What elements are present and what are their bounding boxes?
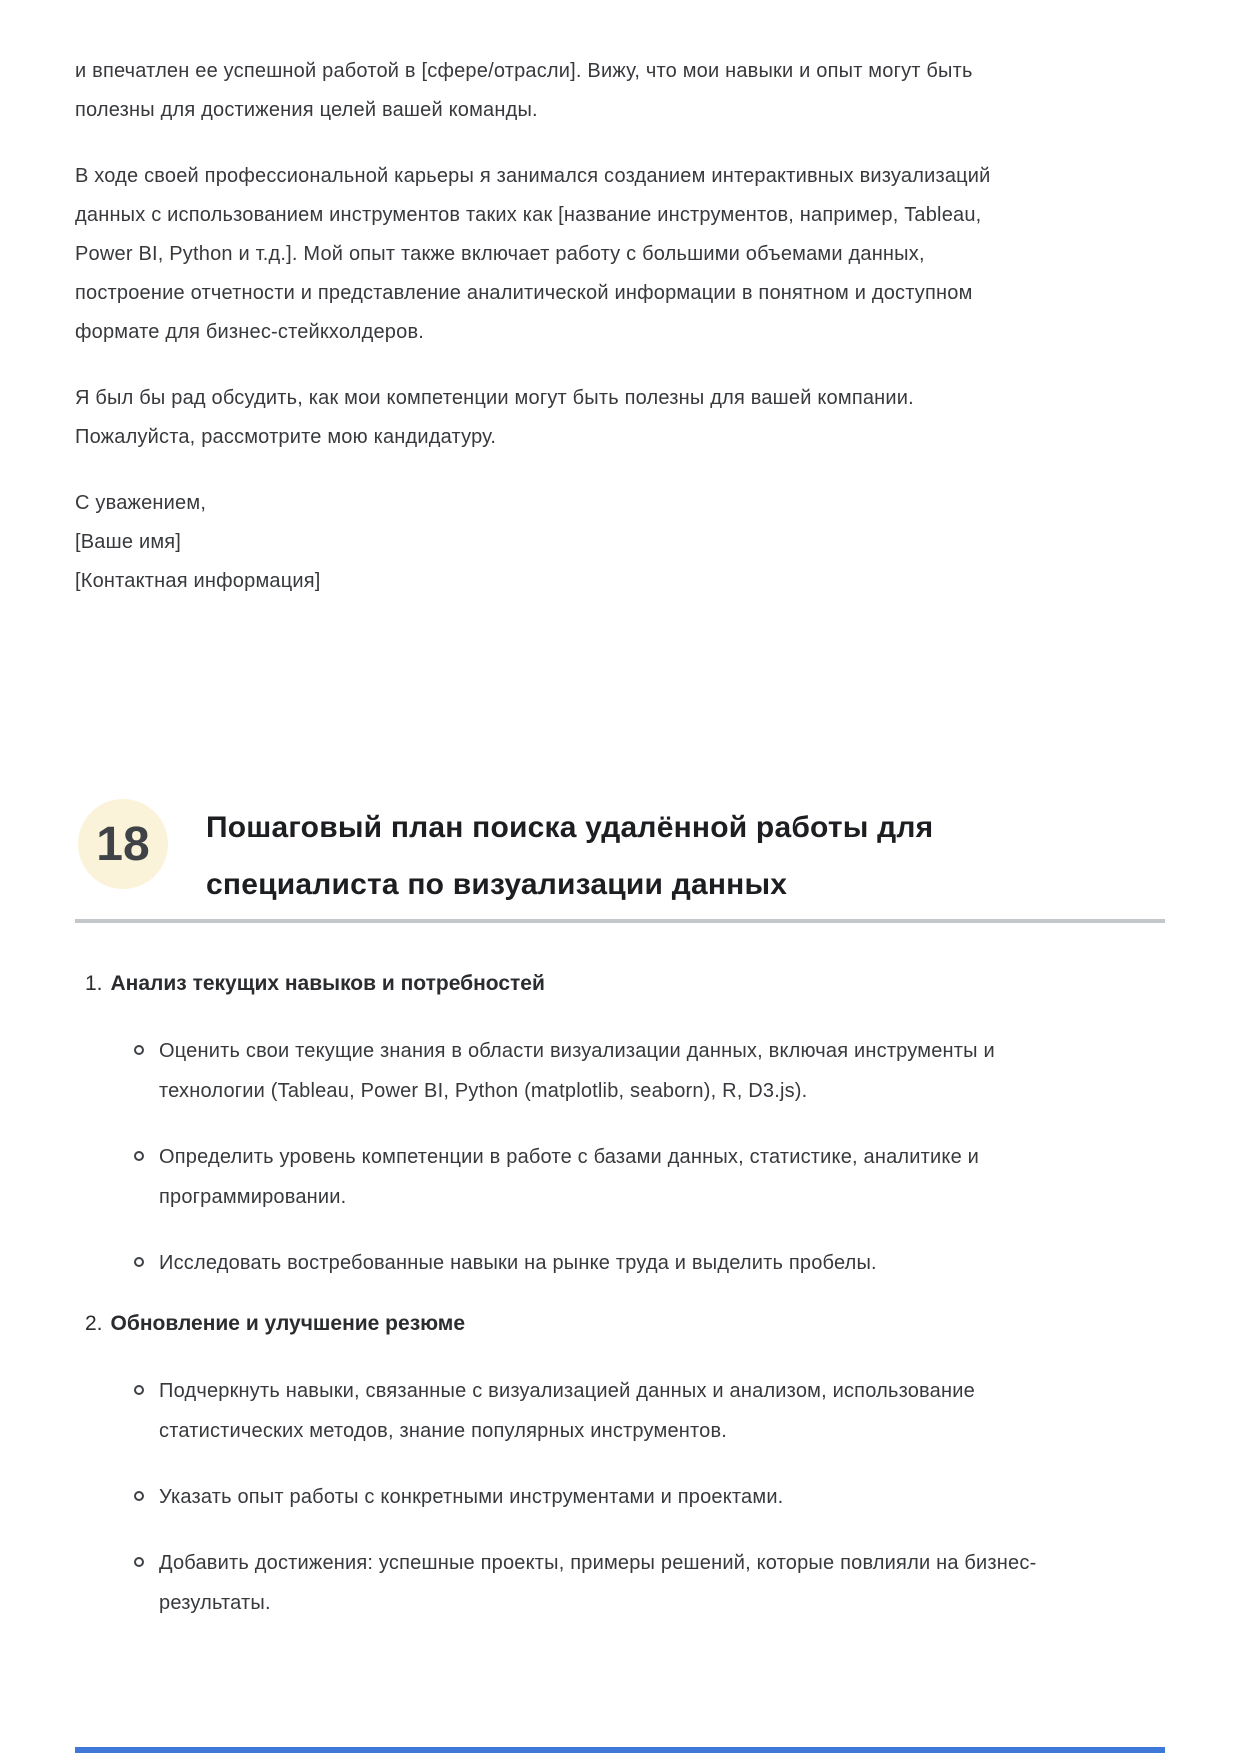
- section-title: Пошаговый план поиска удалённой работы для специалиста по визуализации данных: [206, 811, 934, 901]
- list-item: [75, 1243, 1165, 1283]
- section-number: 18: [96, 817, 150, 871]
- circle-bullet-icon: [134, 1151, 144, 1161]
- plan-steps: [75, 969, 1165, 1623]
- signature-contact-placeholder: [Контактная информация]: [75, 570, 321, 592]
- list-item: [75, 1371, 1165, 1451]
- list-item-text: Указать опыт работы с конкретными инструментами и проектами.: [159, 1486, 784, 1508]
- step-number: 1.: [85, 972, 103, 995]
- list-item: [75, 1031, 1165, 1111]
- circle-bullet-icon: [134, 1257, 144, 1267]
- list-item: [75, 1477, 1165, 1517]
- signature-closing: С уважением,: [75, 492, 207, 514]
- section-divider: [75, 919, 1165, 923]
- circle-bullet-icon: [134, 1491, 144, 1501]
- section-number-badge: [78, 799, 168, 889]
- plan-step-2: [75, 1309, 1165, 1623]
- circle-bullet-icon: [134, 1385, 144, 1395]
- step-title-text: Анализ текущих навыков и потребностей: [110, 972, 545, 995]
- section-header: [75, 799, 1165, 913]
- circle-bullet-icon: [134, 1557, 144, 1567]
- list-item-text: Оценить свои текущие знания в области визуализации данных, включая инструменты и технологии (Tableau, Power BI, Python (matplotlib, seaborn), R, D3.js).: [159, 1040, 995, 1102]
- plan-step-1: [75, 969, 1165, 1283]
- signature-name-placeholder: [Ваше имя]: [75, 531, 182, 553]
- step-number: 2.: [85, 1312, 103, 1335]
- list-item-text: Исследовать востребованные навыки на рынке труда и выделить пробелы.: [159, 1252, 877, 1274]
- letter-signature: [75, 484, 1025, 601]
- letter-paragraph-3: Я был бы рад обсудить, как мои компетенции могут быть полезны для вашей компании. Пожалуйста, рассмотрите мою кандидатуру.: [75, 387, 914, 448]
- step-title-text: Обновление и улучшение резюме: [110, 1312, 466, 1335]
- step-title: [75, 1309, 1165, 1339]
- list-item-text: Добавить достижения: успешные проекты, примеры решений, которые повлияли на бизнес-результаты.: [159, 1552, 1037, 1614]
- circle-bullet-icon: [134, 1045, 144, 1055]
- list-item-text: Подчеркнуть навыки, связанные с визуализацией данных и анализом, использование статистических методов, знание популярных инструментов.: [159, 1380, 975, 1442]
- step-title: [75, 969, 1165, 999]
- list-item: [75, 1543, 1165, 1623]
- letter-paragraph-2: В ходе своей профессиональной карьеры я занимался созданием интерактивных визуализаций данных с использованием инструментов таких как [название инструментов, например, Tableau, Power BI, Python и т.д.]. Мой опыт также включает работу с большими объемами данных, построение отчетности и представление аналитической информации в понятном и доступном формате для бизнес-стейкхолдеров.: [75, 165, 991, 343]
- next-section-accent-bar: [75, 1747, 1165, 1753]
- list-item-text: Определить уровень компетенции в работе с базами данных, статистике, аналитике и программировании.: [159, 1146, 980, 1208]
- list-item: [75, 1137, 1165, 1217]
- letter-paragraph-1: и впечатлен ее успешной работой в [сфере/отрасли]. Вижу, что мои навыки и опыт могут быть полезны для достижения целей вашей команды.: [75, 60, 973, 121]
